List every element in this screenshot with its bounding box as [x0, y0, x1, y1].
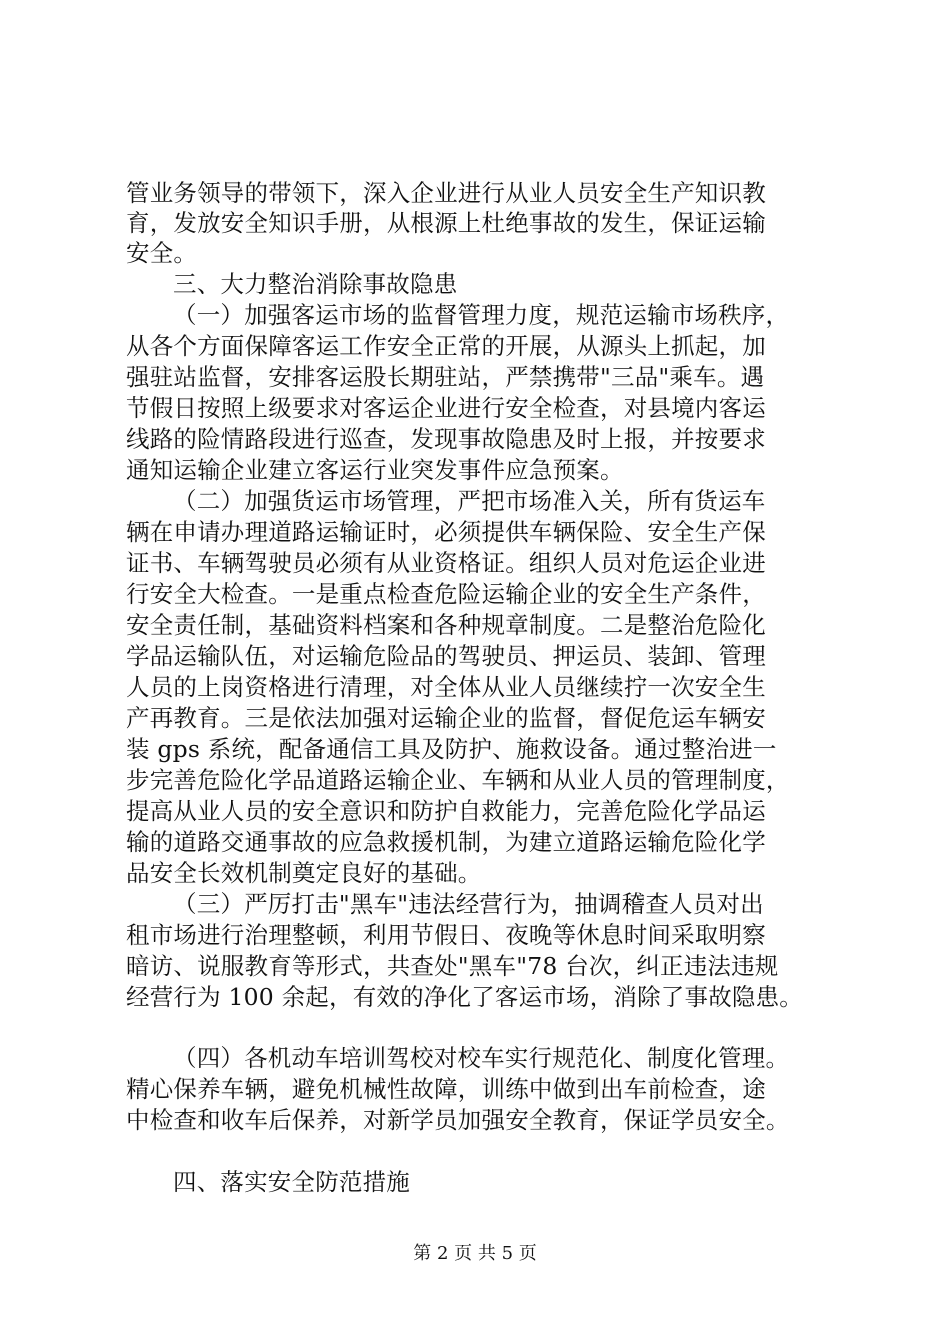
text-line: （一）加强客运市场的监督管理力度，规范运输市场秩序，: [173, 301, 790, 329]
text-line: 节假日按照上级要求对客运企业进行安全检查，对县境内客运: [126, 394, 766, 422]
section-heading: 三、大力整治消除事故隐患: [173, 270, 458, 298]
text-line: 产再教育。三是依法加强对运输企业的监督，督促危运车辆安: [126, 704, 766, 732]
text-line: 品安全长效机制奠定良好的基础。: [126, 859, 482, 887]
text-line: 管业务领导的带领下，深入企业进行从业人员安全生产知识教: [126, 179, 766, 207]
text-line: 安全。: [126, 239, 198, 267]
text-line: 通知运输企业建立客运行业突发事件应急预案。: [126, 456, 624, 484]
text-line: 线路的险情路段进行巡查，发现事故隐患及时上报，并按要求: [126, 425, 766, 453]
text-line: 输的道路交通事故的应急救援机制，为建立道路运输危险化学: [126, 828, 766, 856]
text-line: 强驻站监督，安排客运股长期驻站，严禁携带"三品"乘车。遇: [126, 363, 765, 391]
text-line: 精心保养车辆，避免机械性故障，训练中做到出车前检查，途: [126, 1075, 766, 1103]
text-line: 装 gps 系统，配备通信工具及防护、施救设备。通过整治进一: [126, 735, 777, 763]
text-line: 暗访、说服教育等形式，共查处"黑车"78 台次，纠正违法违规: [126, 952, 779, 980]
text-line: （二）加强货运市场管理，严把市场准入关，所有货运车: [173, 487, 766, 515]
text-line: 步完善危险化学品道路运输企业、车辆和从业人员的管理制度，: [126, 766, 790, 794]
text-line: 行安全大检查。一是重点检查危险运输企业的安全生产条件，: [126, 580, 766, 608]
text-line: 辆在申请办理道路运输证时，必须提供车辆保险、安全生产保: [126, 518, 766, 546]
text-line: （三）严厉打击"黑车"违法经营行为，抽调稽查人员对出: [173, 890, 764, 918]
text-line: 安全责任制，基础资料档案和各种规章制度。二是整治危险化: [126, 611, 766, 639]
section-heading: 四、落实安全防范措施: [173, 1168, 410, 1196]
text-line: 人员的上岗资格进行清理，对全体从业人员继续拧一次安全生: [126, 673, 766, 701]
text-line: 经营行为 100 余起，有效的净化了客运市场，消除了事故隐患。: [126, 983, 803, 1011]
text-line: 学品运输队伍，对运输危险品的驾驶员、押运员、装卸、管理: [126, 642, 766, 670]
text-line: 提高从业人员的安全意识和防护自救能力，完善危险化学品运: [126, 797, 766, 825]
text-line: 育，发放安全知识手册，从根源上杜绝事故的发生，保证运输: [126, 209, 766, 237]
text-line: 从各个方面保障客运工作安全正常的开展，从源头上抓起，加: [126, 332, 766, 360]
text-line: 中检查和收车后保养，对新学员加强安全教育，保证学员安全。: [126, 1106, 790, 1134]
page-footer: 第 2 页 共 5 页: [413, 1243, 537, 1264]
text-line: 租市场进行治理整顿，利用节假日、夜晚等休息时间采取明察: [126, 921, 766, 949]
text-line: 证书、车辆驾驶员必须有从业资格证。组织人员对危运企业进: [126, 549, 766, 577]
text-line: （四）各机动车培训驾校对校车实行规范化、制度化管理。: [173, 1044, 790, 1072]
